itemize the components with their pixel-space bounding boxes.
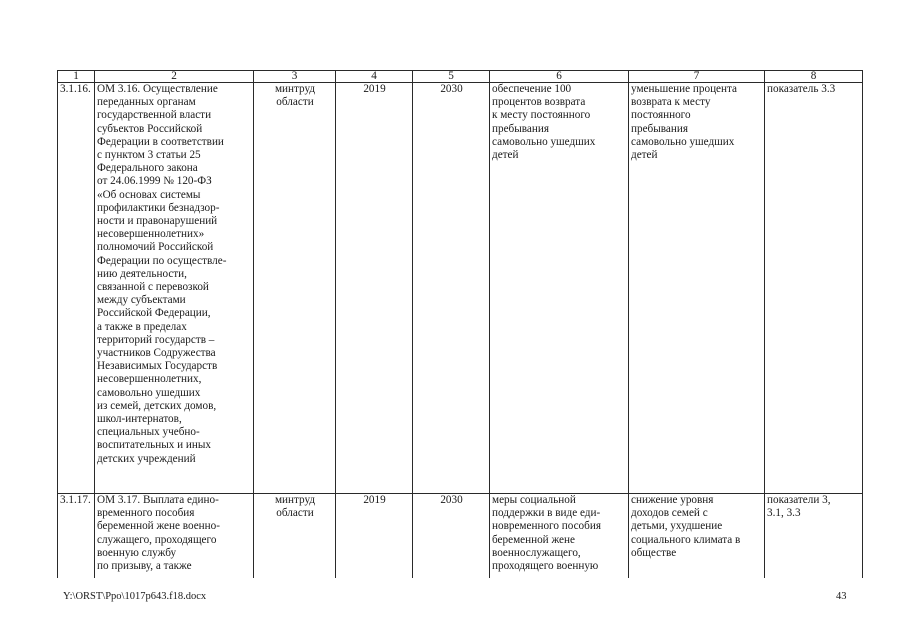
column-number-4: 4 xyxy=(336,71,413,83)
table-row xyxy=(58,83,863,494)
text-line: по призыву, а также xyxy=(97,560,192,573)
text-line: военнослужащего, xyxy=(492,546,581,559)
text-line: процентов возврата xyxy=(492,96,586,109)
text-line: детей xyxy=(492,149,519,162)
text-line: Федерального закона xyxy=(97,162,198,175)
text-line: Федерации в соответствии xyxy=(97,135,224,148)
text-line: полномочий Российской xyxy=(97,241,214,254)
page-number: 43 xyxy=(836,591,847,602)
text-line: пребывания xyxy=(631,122,688,135)
text-line: между субъектами xyxy=(97,294,186,307)
text-line: воспитательных и иных xyxy=(97,439,212,452)
text-line: показатель 3.3 xyxy=(767,83,836,95)
text-line: минтруд xyxy=(274,83,316,95)
consequence-cell xyxy=(629,83,765,494)
text-line: территорий государств – xyxy=(97,333,215,346)
text-line: самовольно ушедших xyxy=(97,386,201,399)
text-line: специальных учебно- xyxy=(97,426,200,439)
text-line: военную службу xyxy=(97,546,177,559)
executor-cell xyxy=(254,83,336,494)
text-line: профилактики безнадзор- xyxy=(97,201,220,214)
table-row xyxy=(58,494,863,579)
executor-cell xyxy=(254,494,336,579)
column-number-3: 3 xyxy=(254,71,336,83)
program-measures-table xyxy=(57,70,863,578)
text-line: детей xyxy=(631,149,658,162)
text-line: из семей, детских домов, xyxy=(97,399,217,412)
measure-name-cell xyxy=(95,494,254,579)
end-year-cell: 2030 xyxy=(413,83,490,494)
text-line: обеспечение 100 xyxy=(492,83,572,95)
text-line: связанной с перевозкой xyxy=(97,281,209,294)
text-line: Федерации по осуществле- xyxy=(97,254,227,267)
column-number-5: 5 xyxy=(413,71,490,83)
column-number-2: 2 xyxy=(95,71,254,83)
text-line: несовершеннолетних» xyxy=(97,228,205,241)
column-number-6: 6 xyxy=(490,71,629,83)
text-line: самовольно ушедших xyxy=(492,135,596,148)
text-line: от 24.06.1999 № 120-ФЗ xyxy=(97,175,212,188)
text-line: Независимых Государств xyxy=(97,360,218,373)
text-line: 3.1, 3.3 xyxy=(767,507,801,520)
text-line: государственной власти xyxy=(97,109,212,122)
column-number-1: 1 xyxy=(58,71,95,83)
indicator-cell xyxy=(765,83,863,494)
text-line: ОМ 3.16. Осуществление xyxy=(97,83,218,95)
footer-file-path: Y:\ORST\Ppo\1017p643.f18.docx xyxy=(63,591,207,602)
text-line: поддержки в виде еди- xyxy=(492,507,601,520)
text-line: с пунктом 3 статьи 25 xyxy=(97,149,201,162)
text-line: нию деятельности, xyxy=(97,267,187,280)
start-year-cell: 2019 xyxy=(336,494,413,579)
text-line: школ-интернатов, xyxy=(97,413,182,426)
text-line: постоянного xyxy=(631,109,691,122)
text-line: участников Содружества xyxy=(97,347,216,360)
start-year-cell: 2019 xyxy=(336,83,413,494)
text-line: субъектов Российской xyxy=(97,122,203,135)
text-line: служащего, проходящего xyxy=(97,533,217,546)
text-line: «Об основах системы xyxy=(97,188,201,201)
measure-name-cell xyxy=(95,83,254,494)
column-number-8: 8 xyxy=(765,71,863,83)
text-line: к месту постоянного xyxy=(492,109,591,122)
text-line: возврата к месту xyxy=(631,96,711,109)
text-line: снижение уровня xyxy=(631,494,714,506)
text-line: а также в пределах xyxy=(97,320,187,333)
text-line: минтруд xyxy=(274,494,316,506)
text-line: самовольно ушедших xyxy=(631,135,735,148)
text-line: области xyxy=(276,96,314,109)
text-line: новременного пособия xyxy=(492,520,601,533)
expected-result-cell xyxy=(490,83,629,494)
text-line: проходящего военную xyxy=(492,560,599,573)
text-line: детьми, ухудшение xyxy=(631,520,723,533)
text-line: социального климата в xyxy=(631,533,741,546)
text-line: детских учреждений xyxy=(97,452,196,465)
text-line: доходов семей с xyxy=(631,507,708,520)
text-line: ОМ 3.17. Выплата едино- xyxy=(97,494,219,506)
text-line: меры социальной xyxy=(492,494,576,506)
end-year-cell: 2030 xyxy=(413,494,490,579)
text-line: Российской Федерации, xyxy=(97,307,211,320)
text-line: пребывания xyxy=(492,122,549,135)
text-line: обществе xyxy=(631,546,677,559)
column-number-row xyxy=(58,71,863,83)
row-number: 3.1.16. xyxy=(58,83,95,494)
text-line: переданных органам xyxy=(97,96,196,109)
expected-result-cell xyxy=(490,494,629,579)
row-number: 3.1.17. xyxy=(58,494,95,579)
consequence-cell xyxy=(629,494,765,579)
text-line: показатели 3, xyxy=(767,494,831,506)
text-line: временного пособия xyxy=(97,507,195,520)
text-line: области xyxy=(276,507,314,520)
text-line: уменьшение процента xyxy=(631,83,738,95)
text-line: беременной жене xyxy=(492,533,575,546)
text-line: беременной жене военно- xyxy=(97,520,220,533)
text-line: несовершеннолетних, xyxy=(97,373,202,386)
indicator-cell xyxy=(765,494,863,579)
column-number-7: 7 xyxy=(629,71,765,83)
text-line: ности и правонарушений xyxy=(97,215,218,228)
